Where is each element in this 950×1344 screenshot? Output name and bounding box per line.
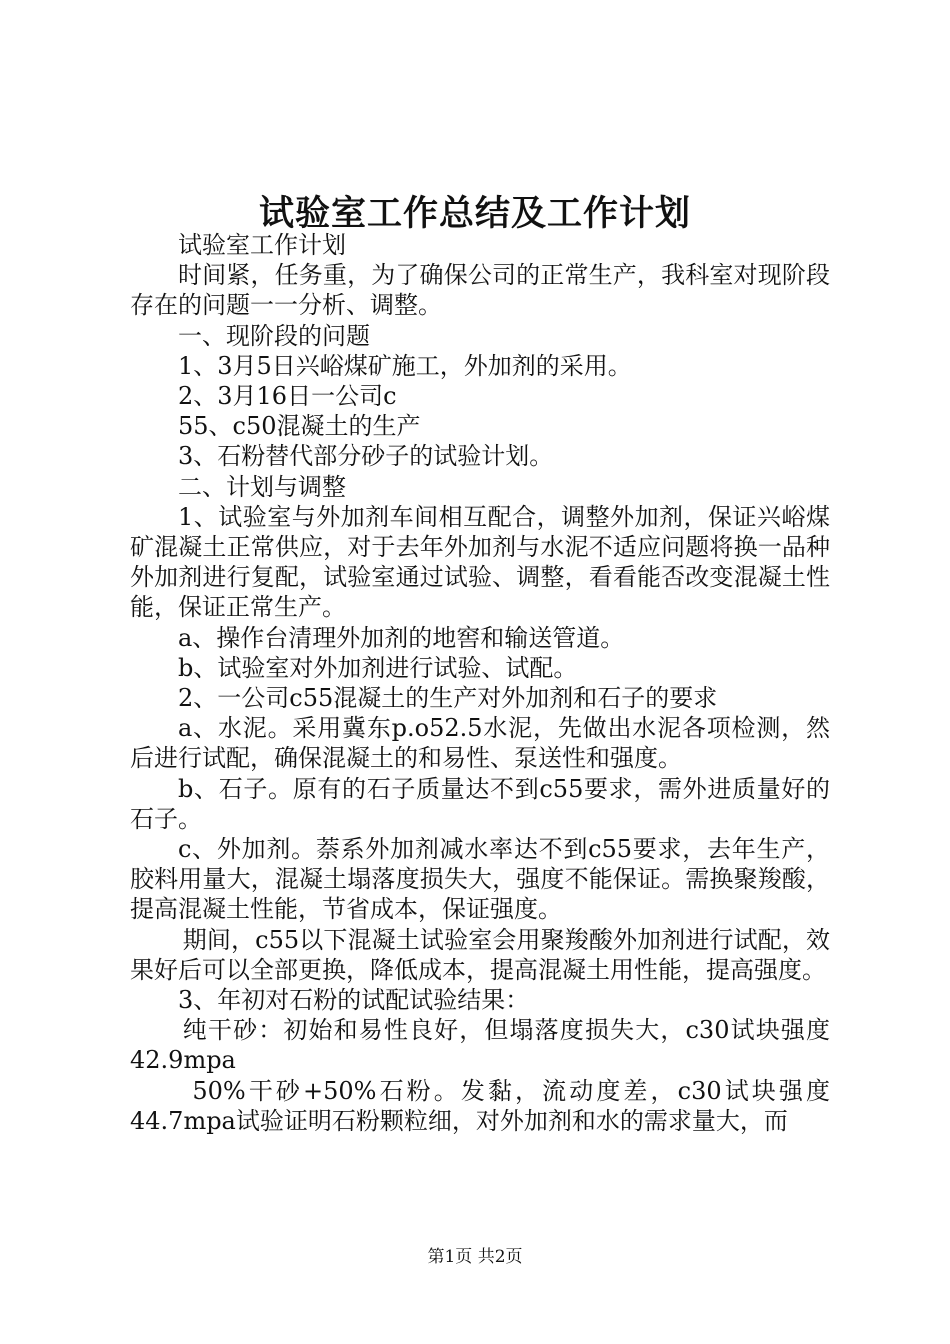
paragraph: b、试验室对外加剂进行试验、试配。 [178,653,578,682]
paragraph: 二、计划与调整 [178,472,346,501]
paragraph: 纯干砂：初始和易性良好，但塌落度损失大，c30试块强度42.9mpa [130,1016,830,1075]
document-body [130,230,830,1136]
paragraph: 试验室工作计划 [178,231,346,259]
paragraph: a、操作台清理外加剂的地窖和输送管道。 [178,623,625,652]
paragraph: 2、3月16日一公司c [178,382,397,411]
paragraph: 3、石粉替代部分砂子的试验计划。 [178,442,554,471]
document-title: 试验室工作总结及工作计划 [258,193,691,234]
paragraph: 1、3月5日兴峪煤矿施工，外加剂的采用。 [178,351,632,380]
paragraph: 55、c50混凝土的生产 [178,412,421,441]
paragraph: 3、年初对石粉的试配试验结果： [178,986,530,1015]
paragraph: 期间，c55以下混凝土试验室会用聚羧酸外加剂进行试配，效果好后可以全部更换，降低成本，提高混凝土用性能，提高强度。 [130,925,830,984]
paragraph: b、石子。原有的石子质量达不到c55要求，需外进质量好的石子。 [130,774,830,833]
paragraph: 2、一公司c55混凝土的生产对外加剂和石子的要求 [178,684,718,713]
page-footer: 第1页 共2页 [427,1247,523,1267]
paragraph: 1、试验室与外加剂车间相互配合，调整外加剂，保证兴峪煤矿混凝土正常供应，对于去年外加剂与水泥不适应问题将换一品种外加剂进行复配，试验室通过试验、调整，看看能否改变混凝土性能，保证正常生产。 [130,502,830,622]
paragraph: 时间紧，任务重，为了确保公司的正常生产，我科室对现阶段存在的问题一一分析、调整。 [130,261,830,320]
paragraph: a、水泥。采用冀东p.o52.5水泥，先做出水泥各项检测，然后进行试配，确保混凝土的和易性、泵送性和强度。 [130,714,830,773]
paragraph: 50%干砂+50%石粉。发黏，流动度差，c30试块强度44.7mpa试验证明石粉颗粒细，对外加剂和水的需求量大，而 [130,1076,830,1135]
paragraph: c、外加剂。萘系外加剂减水率达不到c55要求，去年生产，胶料用量大，混凝土塌落度损失大，强度不能保证。需换聚羧酸，提高混凝土性能，节省成本，保证强度。 [130,835,830,924]
paragraph: 一、现阶段的问题 [178,321,370,350]
